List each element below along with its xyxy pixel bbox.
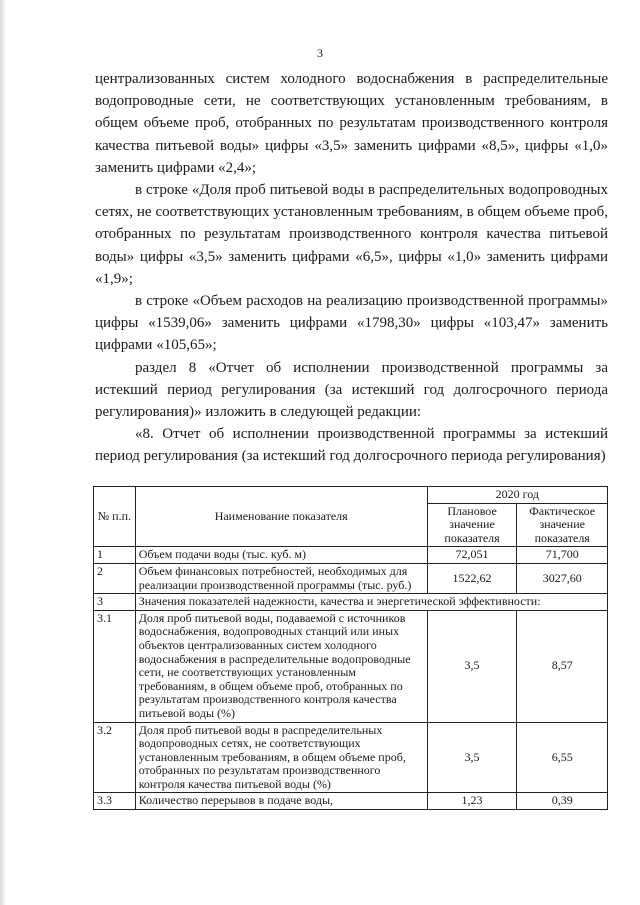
row-num: 3.3: [94, 793, 136, 810]
scan-edge-shadow: [0, 0, 6, 905]
header-num: № п.п.: [94, 487, 136, 547]
row-name: Количество перерывов в подаче воды,: [135, 793, 427, 810]
row-name: Объем финансовых потребностей, необходимых для реализации производственной программы (тыс. руб.): [135, 563, 427, 593]
header-name: Наименование показателя: [135, 487, 427, 547]
row-fact: 0,39: [517, 793, 608, 810]
table-header-row: [94, 487, 608, 504]
row-fact: 3027,60: [517, 563, 608, 593]
report-table: [93, 486, 608, 810]
row-num: 3.1: [94, 610, 136, 722]
paragraph-4: раздел 8 «Отчет об исполнении производственной программы за истекший период регулирования (за истекший год долгосрочного периода регулирования)» изложить в следующей редакции:: [95, 359, 608, 421]
paragraph-1: централизованных систем холодного водоснабжения в распределительные водопроводные сети, не соответствующих установленным требованиям, в общем объеме проб, отобранных по результатам производственного контроля качества питьевой воды» цифры «3,5» заменить цифрами «8,5», цифры «1,0» заменить цифрами «2,4»;: [95, 71, 608, 176]
table-row: [94, 563, 608, 593]
document-body: [95, 68, 608, 468]
row-plan: 3,5: [427, 722, 517, 793]
row-name: Доля проб питьевой воды, подаваемой с источников водоснабжения, водопроводных станций или иных объектов централизованных систем холодного водоснабжения в распределительные водопроводные сети, не соответствующих установленным требованиям, в общем объеме проб, отобранных по результатам производственного контроля качества питьевой воды (%): [135, 610, 427, 722]
row-num: 3: [94, 594, 136, 611]
row-name: Значения показателей надежности, качества и энергетической эффективности:: [135, 594, 607, 611]
row-plan: 1,23: [427, 793, 517, 810]
table-row: [94, 722, 608, 793]
paragraph-3: в строке «Объем расходов на реализацию производственной программы» цифры «1539,06» заменить цифрами «1798,30» цифры «103,47» заменить цифрами «105,65»;: [95, 293, 608, 354]
table-row: [94, 547, 608, 564]
row-name: Объем подачи воды (тыс. куб. м): [135, 547, 427, 564]
row-fact: 8,57: [517, 610, 608, 722]
row-num: 3.2: [94, 722, 136, 793]
row-num: 1: [94, 547, 136, 564]
row-fact: 6,55: [517, 722, 608, 793]
table-row: [94, 793, 608, 810]
paragraph-2: в строке «Доля проб питьевой воды в распределительных водопроводных сетях, не соответствующих установленным требованиям, в общем объеме проб, отобранных по результатам производственного контроля качества питьевой воды» цифры «3,5» заменить цифрами «6,5», цифры «1,0» заменить цифрами «1,9»;: [95, 182, 608, 287]
row-fact: 71,700: [517, 547, 608, 564]
table-row: [94, 610, 608, 722]
paragraph-5: «8. Отчет об исполнении производственной программы за истекший период регулирования (за истекший год долгосрочного периода регулирования): [95, 426, 608, 465]
row-plan: 72,051: [427, 547, 517, 564]
header-plan: Плановое значение показателя: [427, 503, 517, 547]
row-num: 2: [94, 563, 136, 593]
row-plan: 1522,62: [427, 563, 517, 593]
header-year: 2020 год: [427, 487, 607, 504]
table-row: [94, 594, 608, 611]
row-plan: 3,5: [427, 610, 517, 722]
row-name: Доля проб питьевой воды в распределительных водопроводных сетях, не соответствующих установленным требованиям, в общем объеме проб, отобранных по результатам производственного контроля качества питьевой воды (%): [135, 722, 427, 793]
header-fact: Фактическое значение показателя: [517, 503, 608, 547]
page-number: 3: [317, 46, 323, 60]
